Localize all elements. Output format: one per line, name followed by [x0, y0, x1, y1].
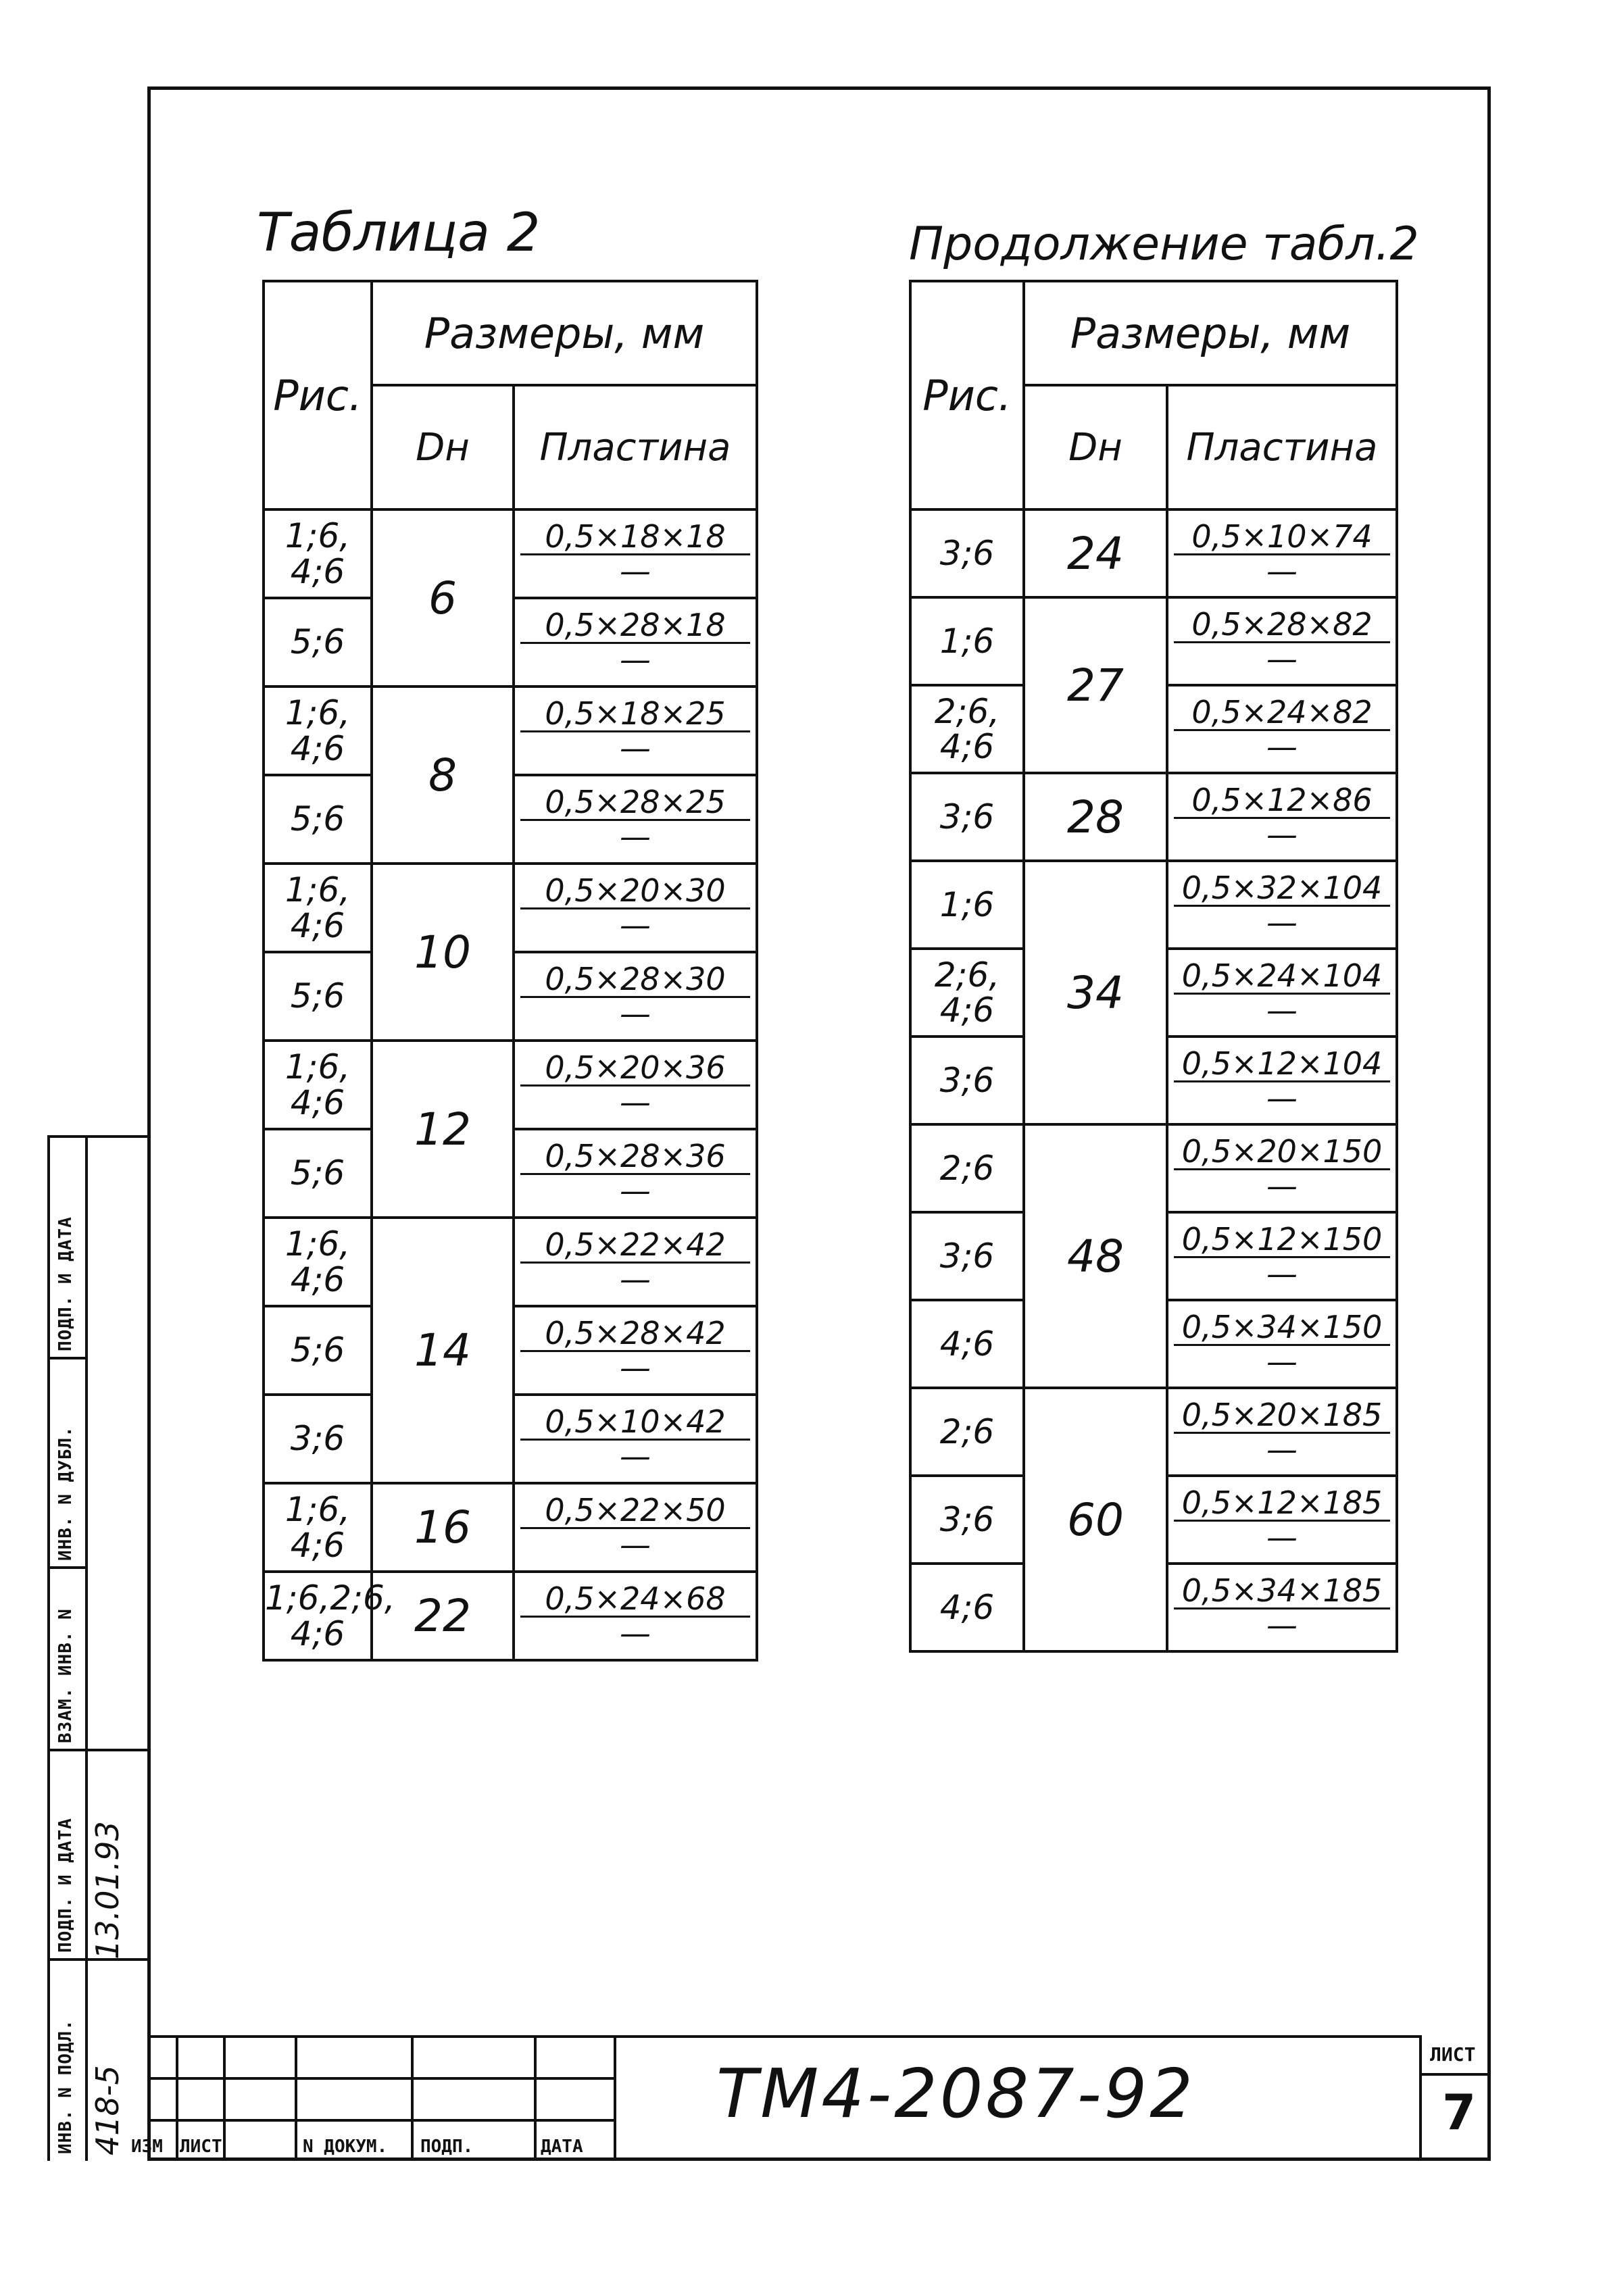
dn-cell: 22: [372, 1572, 514, 1660]
plate-cell: [514, 509, 757, 598]
plate-size: 0,5×28×18: [520, 609, 750, 644]
plate-dash: —: [620, 1438, 651, 1474]
table-row: [264, 509, 757, 598]
ris-cell: 1;6,2;6, 4;6: [264, 1572, 372, 1660]
tb-col-ndokum: N ДОКУМ.: [303, 2137, 388, 2157]
plate-dash: —: [1266, 1255, 1298, 1292]
table2: [909, 280, 1398, 1653]
plate-dash: —: [1266, 1167, 1298, 1204]
dn-cell: 12: [372, 1041, 514, 1218]
plate-size: 0,5×20×150: [1174, 1136, 1390, 1170]
plate-size: 0,5×28×82: [1174, 609, 1390, 643]
plate-dash: —: [1266, 1430, 1298, 1468]
plate-cell: [514, 1218, 757, 1306]
ris-cell: 5;6: [264, 952, 372, 1041]
table1-header-ris: Рис.: [264, 281, 372, 509]
ris-cell: 2;6: [910, 1124, 1024, 1212]
ris-cell: 1;6: [910, 597, 1024, 685]
plate-cell: [514, 952, 757, 1041]
plate-cell: [514, 1041, 757, 1129]
plate-size: 0,5×28×25: [520, 787, 750, 821]
document-number: ТМ4-2087-92: [716, 2054, 1195, 2133]
plate-cell: [1167, 773, 1397, 861]
plate-cell: [1167, 1212, 1397, 1300]
plate-cell: [1167, 861, 1397, 949]
plate-size: 0,5×34×185: [1174, 1575, 1390, 1609]
dn-cell: 34: [1024, 861, 1167, 1124]
plate-cell: [514, 775, 757, 864]
dn-cell: 24: [1024, 509, 1167, 597]
sheet-number: 7: [1442, 2084, 1477, 2141]
table1: [262, 280, 758, 1662]
plate-cell: [1167, 1037, 1397, 1124]
strip-label-replace-inv: ВЗАМ. ИНВ. N: [55, 1608, 76, 1743]
plate-size: 0,5×12×150: [1174, 1224, 1390, 1258]
plate-dash: —: [1266, 552, 1298, 589]
plate-cell: [1167, 1388, 1397, 1476]
plate-dash: —: [620, 818, 651, 855]
ris-cell: 3;6: [910, 1476, 1024, 1564]
plate-size: 0,5×10×42: [520, 1406, 750, 1441]
plate-dash: —: [1266, 903, 1298, 941]
table1-header-sizes: Размеры, мм: [372, 281, 757, 385]
plate-size: 0,5×10×74: [1174, 521, 1390, 555]
ris-cell: 4;6: [910, 1564, 1024, 1651]
table-row: [910, 597, 1397, 685]
dn-cell: 60: [1024, 1388, 1167, 1651]
plate-size: 0,5×12×185: [1174, 1487, 1390, 1522]
plate-size: 0,5×24×104: [1174, 960, 1390, 995]
plate-size: 0,5×34×150: [1174, 1312, 1390, 1346]
plate-dash: —: [1266, 991, 1298, 1028]
ris-cell: 1;6, 4;6: [264, 1041, 372, 1129]
ris-cell: 5;6: [264, 775, 372, 864]
table2-header-ris: Рис.: [910, 281, 1024, 509]
strip-label-dup-inv: ИНВ. N ДУБЛ.: [55, 1426, 76, 1561]
ris-cell: 1;6, 4;6: [264, 509, 372, 598]
strip-label-sign-date-1: ПОДП. И ДАТА: [55, 1216, 76, 1351]
ris-cell: 2;6, 4;6: [910, 685, 1024, 773]
plate-cell: [514, 1572, 757, 1660]
ris-cell: 1;6, 4;6: [264, 864, 372, 952]
plate-dash: —: [620, 1261, 651, 1297]
table1-title: Таблица 2: [257, 203, 541, 264]
plate-cell: [514, 687, 757, 775]
plate-cell: [514, 1129, 757, 1218]
plate-cell: [514, 1395, 757, 1483]
plate-cell: [514, 864, 757, 952]
ris-cell: 3;6: [910, 773, 1024, 861]
sheet-label: ЛИСТ: [1430, 2043, 1476, 2066]
tb-col-data: ДАТА: [541, 2137, 583, 2157]
dn-cell: 28: [1024, 773, 1167, 861]
table-row: [264, 687, 757, 775]
ris-cell: 3;6: [910, 509, 1024, 597]
ris-cell: 3;6: [910, 1037, 1024, 1124]
plate-dash: —: [1266, 640, 1298, 677]
sheet-box: [1419, 2035, 1491, 2161]
table-row: [910, 773, 1397, 861]
table-row: [264, 864, 757, 952]
ris-cell: 1;6, 4;6: [264, 1218, 372, 1306]
ris-cell: 3;6: [910, 1212, 1024, 1300]
dn-cell: 27: [1024, 597, 1167, 773]
tb-col-izm: ИЗМ: [131, 2137, 163, 2157]
plate-dash: —: [620, 730, 651, 766]
table2-title: Продолжение табл.2: [909, 218, 1419, 271]
plate-size: 0,5×24×82: [1174, 697, 1390, 731]
table-row: [910, 1124, 1397, 1212]
tb-col-list: ЛИСТ: [180, 2137, 222, 2157]
table2-header-plate: Пластина: [1167, 385, 1397, 509]
plate-cell: [514, 598, 757, 687]
ris-cell: 2;6: [910, 1388, 1024, 1476]
plate-dash: —: [1266, 728, 1298, 765]
ris-cell: 5;6: [264, 1306, 372, 1395]
plate-dash: —: [1266, 816, 1298, 853]
dn-cell: 16: [372, 1483, 514, 1572]
tb-col-podp: ПОДП.: [420, 2137, 474, 2157]
plate-size: 0,5×22×50: [520, 1495, 750, 1529]
plate-size: 0,5×32×104: [1174, 872, 1390, 907]
plate-dash: —: [1266, 1079, 1298, 1116]
plate-size: 0,5×12×86: [1174, 784, 1390, 819]
plate-dash: —: [1266, 1518, 1298, 1555]
table-row: [264, 1483, 757, 1572]
ris-cell: 3;6: [264, 1395, 372, 1483]
strip-label-sign-date-2: ПОДП. И ДАТА: [55, 1818, 76, 1953]
strip-value-column: [88, 1138, 150, 2161]
table-row: [910, 1388, 1397, 1476]
table-row: [264, 1218, 757, 1306]
ris-cell: 4;6: [910, 1300, 1024, 1388]
table1-header-dn: Dн: [372, 385, 514, 509]
plate-cell: [1167, 1564, 1397, 1651]
strip-date-value: 13.01.93: [89, 1821, 126, 1960]
table-row: [910, 509, 1397, 597]
plate-dash: —: [620, 1615, 651, 1651]
plate-cell: [1167, 509, 1397, 597]
ris-cell: 1;6: [910, 861, 1024, 949]
ris-cell: 1;6, 4;6: [264, 687, 372, 775]
plate-dash: —: [620, 907, 651, 943]
plate-cell: [1167, 685, 1397, 773]
table-row: [264, 1041, 757, 1129]
plate-size: 0,5×12×104: [1174, 1048, 1390, 1082]
plate-size: 0,5×22×42: [520, 1229, 750, 1264]
plate-dash: —: [1266, 1343, 1298, 1380]
plate-size: 0,5×24×68: [520, 1583, 750, 1618]
plate-size: 0,5×18×18: [520, 521, 750, 555]
plate-dash: —: [620, 641, 651, 678]
plate-dash: —: [620, 1349, 651, 1386]
dn-cell: 8: [372, 687, 514, 864]
plate-cell: [514, 1483, 757, 1572]
plate-size: 0,5×28×30: [520, 964, 750, 998]
strip-inv-value: 418-5: [89, 2065, 126, 2155]
plate-cell: [514, 1306, 757, 1395]
plate-size: 0,5×20×30: [520, 875, 750, 909]
table-row: [910, 861, 1397, 949]
plate-size: 0,5×18×25: [520, 698, 750, 732]
plate-cell: [1167, 1300, 1397, 1388]
plate-cell: [1167, 1124, 1397, 1212]
dn-cell: 14: [372, 1218, 514, 1483]
ris-cell: 2;6, 4;6: [910, 949, 1024, 1037]
ris-cell: 5;6: [264, 598, 372, 687]
plate-dash: —: [620, 1084, 651, 1120]
plate-dash: —: [620, 1526, 651, 1563]
plate-dash: —: [620, 1172, 651, 1209]
table1-header-plate: Пластина: [514, 385, 757, 509]
plate-cell: [1167, 597, 1397, 685]
table2-header-dn: Dн: [1024, 385, 1167, 509]
plate-dash: —: [620, 553, 651, 589]
plate-size: 0,5×28×36: [520, 1141, 750, 1175]
dn-cell: 6: [372, 509, 514, 687]
dn-cell: 10: [372, 864, 514, 1041]
plate-size: 0,5×20×185: [1174, 1399, 1390, 1434]
plate-cell: [1167, 949, 1397, 1037]
table-row: [264, 1572, 757, 1660]
plate-size: 0,5×28×42: [520, 1318, 750, 1352]
strip-label-inv-orig: ИНВ. N ПОДЛ.: [55, 2019, 76, 2154]
dn-cell: 48: [1024, 1124, 1167, 1388]
ris-cell: 1;6, 4;6: [264, 1483, 372, 1572]
plate-dash: —: [1266, 1606, 1298, 1643]
plate-cell: [1167, 1476, 1397, 1564]
ris-cell: 5;6: [264, 1129, 372, 1218]
plate-dash: —: [620, 995, 651, 1032]
plate-size: 0,5×20×36: [520, 1052, 750, 1087]
table2-header-sizes: Размеры, мм: [1024, 281, 1397, 385]
